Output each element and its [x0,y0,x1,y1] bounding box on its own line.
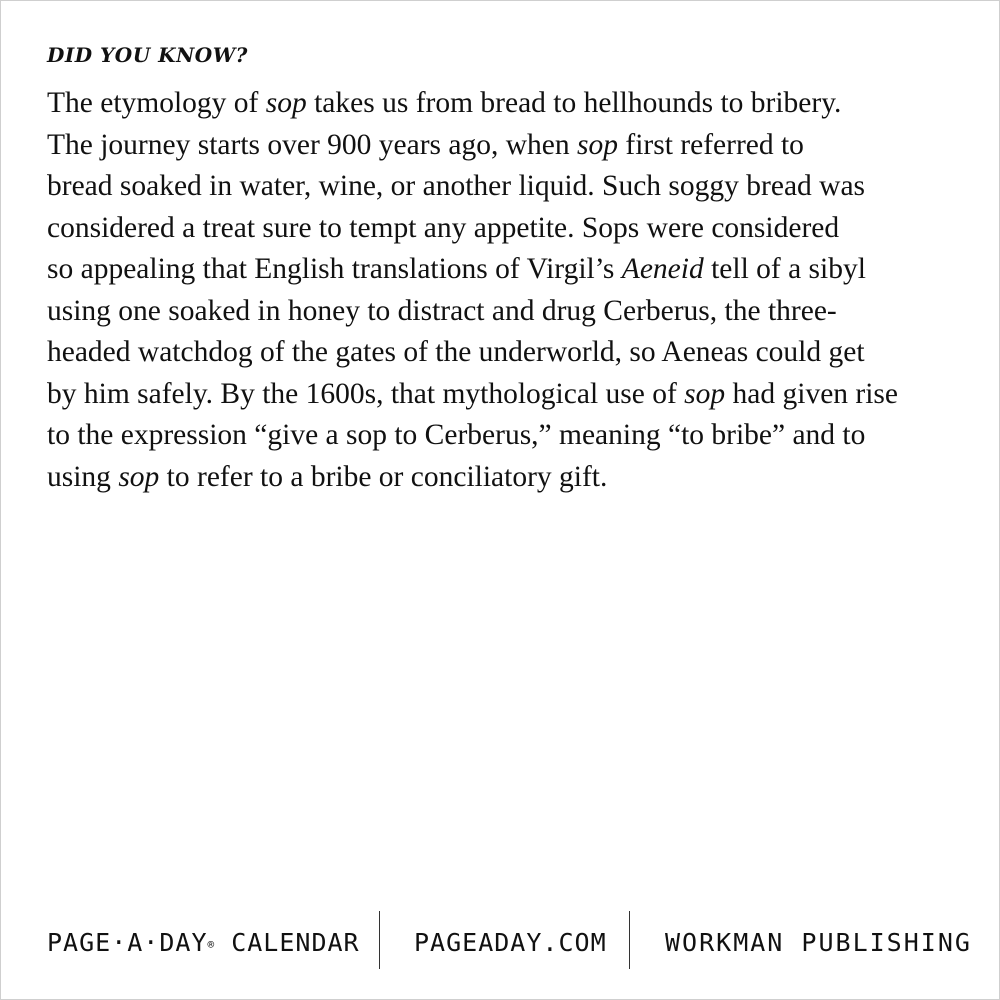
registered-mark: ® [207,938,216,951]
paragraph-line [47,332,967,374]
italic-term: sop [684,377,726,410]
footer-publisher: WORKMAN PUBLISHING [665,928,972,957]
text-run: bread soaked in water, wine, or another liquid. Such soggy bread was [47,170,866,202]
italic-term: sop [265,87,307,119]
text-run: to refer to a bribe or conciliatory gift. [159,460,608,493]
text-run: to the expression “give a sop to Cerberus,” meaning “to bribe” and to [47,419,866,451]
footer-divider [379,911,380,969]
footer [1,911,999,975]
text-run: tell of a sibyl [703,253,866,285]
did-you-know-heading: DID YOU KNOW? [47,43,248,67]
text-run: headed watchdog of the gates of the underworld, so Aeneas could get [47,336,865,368]
paragraph-line [47,166,967,208]
calendar-word: CALENDAR [215,928,360,957]
text-run: first referred to [618,128,804,161]
etymology-paragraph [47,83,967,498]
italic-term: sop [577,128,619,161]
footer-divider [629,911,630,969]
text-run: The journey starts over 900 years ago, when [47,128,578,161]
paragraph-line [47,291,967,333]
calendar-brand-text: PAGE·A·DAY [47,928,208,957]
italic-term: Aeneid [621,253,704,285]
text-run: The etymology of [47,87,266,119]
text-run: so appealing that English translations of Virgil’s [47,253,622,285]
paragraph-line [47,415,967,457]
text-run: using [47,460,119,493]
footer-website: PAGEADAY.COM [414,928,607,957]
text-run: takes us from bread to hellhounds to bribery. [306,87,842,119]
paragraph-line [47,83,967,125]
text-run: by him safely. By the 1600s, that mythological use of [47,377,685,410]
text-run: using one soaked in honey to distract and drug Cerberus, the three- [47,294,837,327]
paragraph-line [47,457,967,499]
text-run: considered a treat sure to tempt any appetite. Sops were considered [47,211,840,244]
paragraph-line [47,374,967,416]
paragraph-line [47,249,967,291]
text-run: had given rise [725,377,899,410]
paragraph-line [47,125,967,167]
footer-calendar-brand [47,927,360,959]
italic-term: sop [118,460,160,493]
paragraph-line [47,208,967,250]
